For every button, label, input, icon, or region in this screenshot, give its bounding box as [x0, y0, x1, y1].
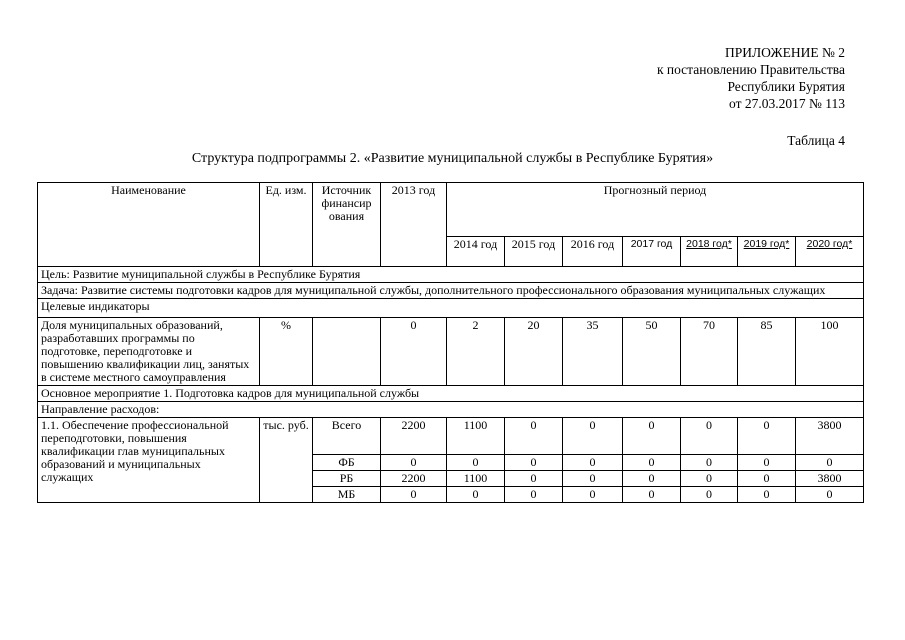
finance-value: 0 — [623, 418, 681, 455]
col-2020: 2020 год* — [796, 237, 864, 267]
finance-value: 2200 — [381, 418, 447, 455]
finance-value: 0 — [505, 471, 563, 487]
measure-text: Основное мероприятие 1. Подготовка кадров для муниципальной службы — [38, 386, 864, 402]
finance-value: 0 — [796, 487, 864, 503]
finance-value: 2200 — [381, 471, 447, 487]
indicators-label: Целевые индикаторы — [38, 299, 864, 318]
indicator-value-2016: 35 — [563, 318, 623, 386]
finance-value: 0 — [563, 471, 623, 487]
item-name: 1.1. Обеспечение профессиональной переподготовки, повышения квалификации глав муниципальных образований и муниципальных служащих — [38, 418, 260, 503]
finance-value: 0 — [447, 487, 505, 503]
col-2016: 2016 год — [563, 237, 623, 267]
finance-value: 0 — [505, 455, 563, 471]
finance-source: ФБ — [313, 455, 381, 471]
finance-source: Всего — [313, 418, 381, 455]
col-2014: 2014 год — [447, 237, 505, 267]
indicator-value-2019: 85 — [738, 318, 796, 386]
indicator-value-2018: 70 — [681, 318, 738, 386]
col-2013: 2013 год — [381, 183, 447, 267]
col-unit: Ед. изм. — [260, 183, 313, 267]
indicator-source — [313, 318, 381, 386]
finance-value: 0 — [623, 455, 681, 471]
finance-value: 0 — [623, 471, 681, 487]
indicator-row — [38, 318, 864, 386]
header-row-1 — [38, 183, 864, 237]
indicator-value-2015: 20 — [505, 318, 563, 386]
task-row — [38, 283, 864, 299]
appendix-header — [657, 44, 845, 112]
finance-value: 0 — [563, 418, 623, 455]
document-title: Структура подпрограммы 2. «Развитие муниципальной службы в Республике Бурятия» — [191, 151, 714, 166]
col-2019: 2019 год* — [738, 237, 796, 267]
finance-value: 0 — [505, 418, 563, 455]
finance-value: 0 — [738, 471, 796, 487]
indicators-row — [38, 299, 864, 318]
finance-value: 0 — [681, 487, 738, 503]
finance-value: 1100 — [447, 418, 505, 455]
finance-value: 0 — [681, 455, 738, 471]
subprogram-table — [37, 182, 864, 503]
finance-value: 0 — [796, 455, 864, 471]
appendix-line-3: Республики Бурятия — [727, 79, 845, 94]
indicator-value-2017: 50 — [623, 318, 681, 386]
finance-value: 0 — [738, 455, 796, 471]
indicator-unit: % — [260, 318, 313, 386]
finance-value: 0 — [681, 471, 738, 487]
finance-value: 0 — [505, 487, 563, 503]
indicator-value-2013: 0 — [381, 318, 447, 386]
finance-value: 3800 — [796, 418, 864, 455]
finance-value: 0 — [381, 487, 447, 503]
finance-source: МБ — [313, 487, 381, 503]
indicator-value-2014: 2 — [447, 318, 505, 386]
col-2017: 2017 год — [623, 237, 681, 267]
appendix-line-2: к постановлению Правительства — [656, 62, 845, 77]
indicator-value-2020: 100 — [796, 318, 864, 386]
direction-text: Направление расходов: — [38, 402, 864, 418]
finance-source: РБ — [313, 471, 381, 487]
finance-value: 3800 — [796, 471, 864, 487]
appendix-line-1: ПРИЛОЖЕНИЕ № 2 — [724, 45, 845, 60]
indicator-name: Доля муниципальных образований, разработавших программы по подготовке, переподготовке и повышению квалификации лиц, занятых в системе местного самоуправления — [38, 318, 260, 386]
finance-value: 0 — [738, 418, 796, 455]
task-text: Задача: Развитие системы подготовки кадров для муниципальной службы, дополнительного профессионального образования муниципальных служащих — [38, 283, 864, 299]
finance-value: 0 — [563, 487, 623, 503]
goal-text: Цель: Развитие муниципальной службы в Республике Бурятия — [38, 267, 864, 283]
finance-row — [38, 418, 864, 455]
col-2018: 2018 год* — [681, 237, 738, 267]
finance-value: 0 — [447, 455, 505, 471]
finance-value: 0 — [623, 487, 681, 503]
table-number: Таблица 4 — [787, 133, 845, 148]
col-name: Наименование — [38, 183, 260, 267]
measure-row — [38, 386, 864, 402]
finance-value: 0 — [681, 418, 738, 455]
finance-value: 0 — [563, 455, 623, 471]
finance-value: 1100 — [447, 471, 505, 487]
col-2015: 2015 год — [505, 237, 563, 267]
col-forecast: Прогнозный период — [447, 183, 864, 237]
finance-value: 0 — [381, 455, 447, 471]
col-source: Источник финансир ования — [313, 183, 381, 267]
goal-row — [38, 267, 864, 283]
direction-row — [38, 402, 864, 418]
item-unit: тыс. руб. — [260, 418, 313, 503]
finance-value: 0 — [738, 487, 796, 503]
appendix-line-4: от 27.03.2017 № 113 — [729, 96, 845, 111]
